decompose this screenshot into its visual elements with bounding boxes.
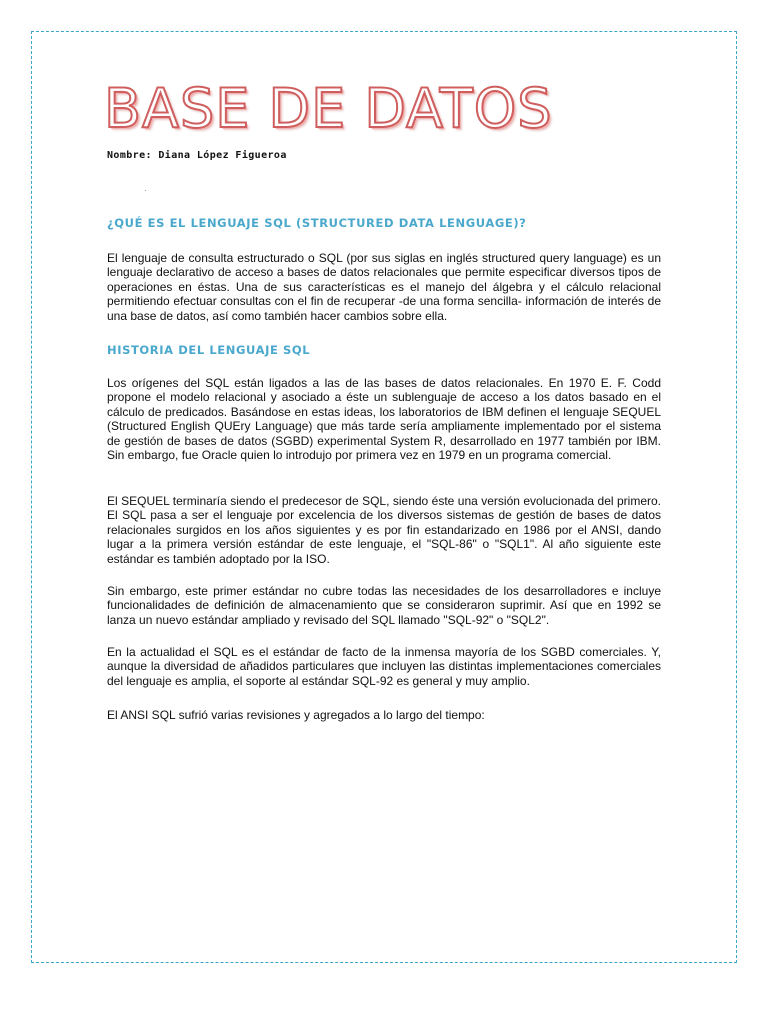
paragraph-history-revisions: El ANSI SQL sufrió varias revisiones y agregados a lo largo del tiempo:	[107, 708, 485, 722]
paragraph-history-current: En la actualidad el SQL es el estándar de facto de la inmensa mayoría de los SGBD comerciales. Y, aunque la diversidad de añadidos particulares que incluyen las distintas implementaciones comerciales del lenguaje es amplia, el soporte al estándar SQL-92 es general y muy amplio.	[107, 645, 661, 688]
paragraph-history-sequel: El SEQUEL terminaría siendo el predecesor de SQL, siendo éste una versión evolucionada del primero. El SQL pasa a ser el lenguaje por excelencia de los diversos sistemas de gestión de bases de datos relacionales surgidos en los años siguientes y es por fin estandarizado en 1986 por el ANSI, dando lugar a la primera versión estándar de este lenguaje, el "SQL-86" o "SQL1". Al año siguiente este estándar es también adoptado por la ISO.	[107, 494, 661, 566]
stray-dot	[145, 190, 146, 191]
author-line: Nombre: Diana López Figueroa	[107, 150, 287, 161]
section-heading-what-is-sql: ¿QUÉ ES EL LENGUAJE SQL (STRUCTURED DATA LENGUAGE)?	[107, 216, 527, 230]
section-heading-history: HISTORIA DEL LENGUAJE SQL	[107, 343, 311, 357]
paragraph-history-origins: Los orígenes del SQL están ligados a las de las bases de datos relacionales. En 1970 E. F. Codd propone el modelo relacional y asociado a éste un sublenguaje de acceso a los datos basado en el cálculo de predicados. Basándose en estas ideas, los laboratorios de IBM definen el lenguaje SEQUEL (Structured English QUEry Language) que más tarde sería ampliamente implementado por el sistema de gestión de bases de datos (SGBD) experimental System R, desarrollado en 1977 también por IBM. Sin embargo, fue Oracle quien lo introdujo por primera vez en 1979 en un programa comercial.	[107, 376, 661, 463]
paragraph-sql-definition: El lenguaje de consulta estructurado o SQL (por sus siglas en inglés structured query language) es un lenguaje declarativo de acceso a bases de datos relacionales que permite especificar diversos tipos de operaciones en éstas. Una de sus características es el manejo del álgebra y el cálculo relacional permitiendo efectuar consultas con el fin de recuperar -de una forma sencilla- información de interés de una base de datos, así como también hacer cambios sobre ella.	[107, 251, 661, 323]
paragraph-history-sql92: Sin embargo, este primer estándar no cubre todas las necesidades de los desarrolladores e incluye funcionalidades de definición de almacenamiento que se consideraron suprimir. Así que en 1992 se lanza un nuevo estándar ampliado y revisado del SQL llamado "SQL-92" o "SQL2".	[107, 584, 661, 627]
document-title: BASE DE DATOS	[104, 77, 553, 140]
